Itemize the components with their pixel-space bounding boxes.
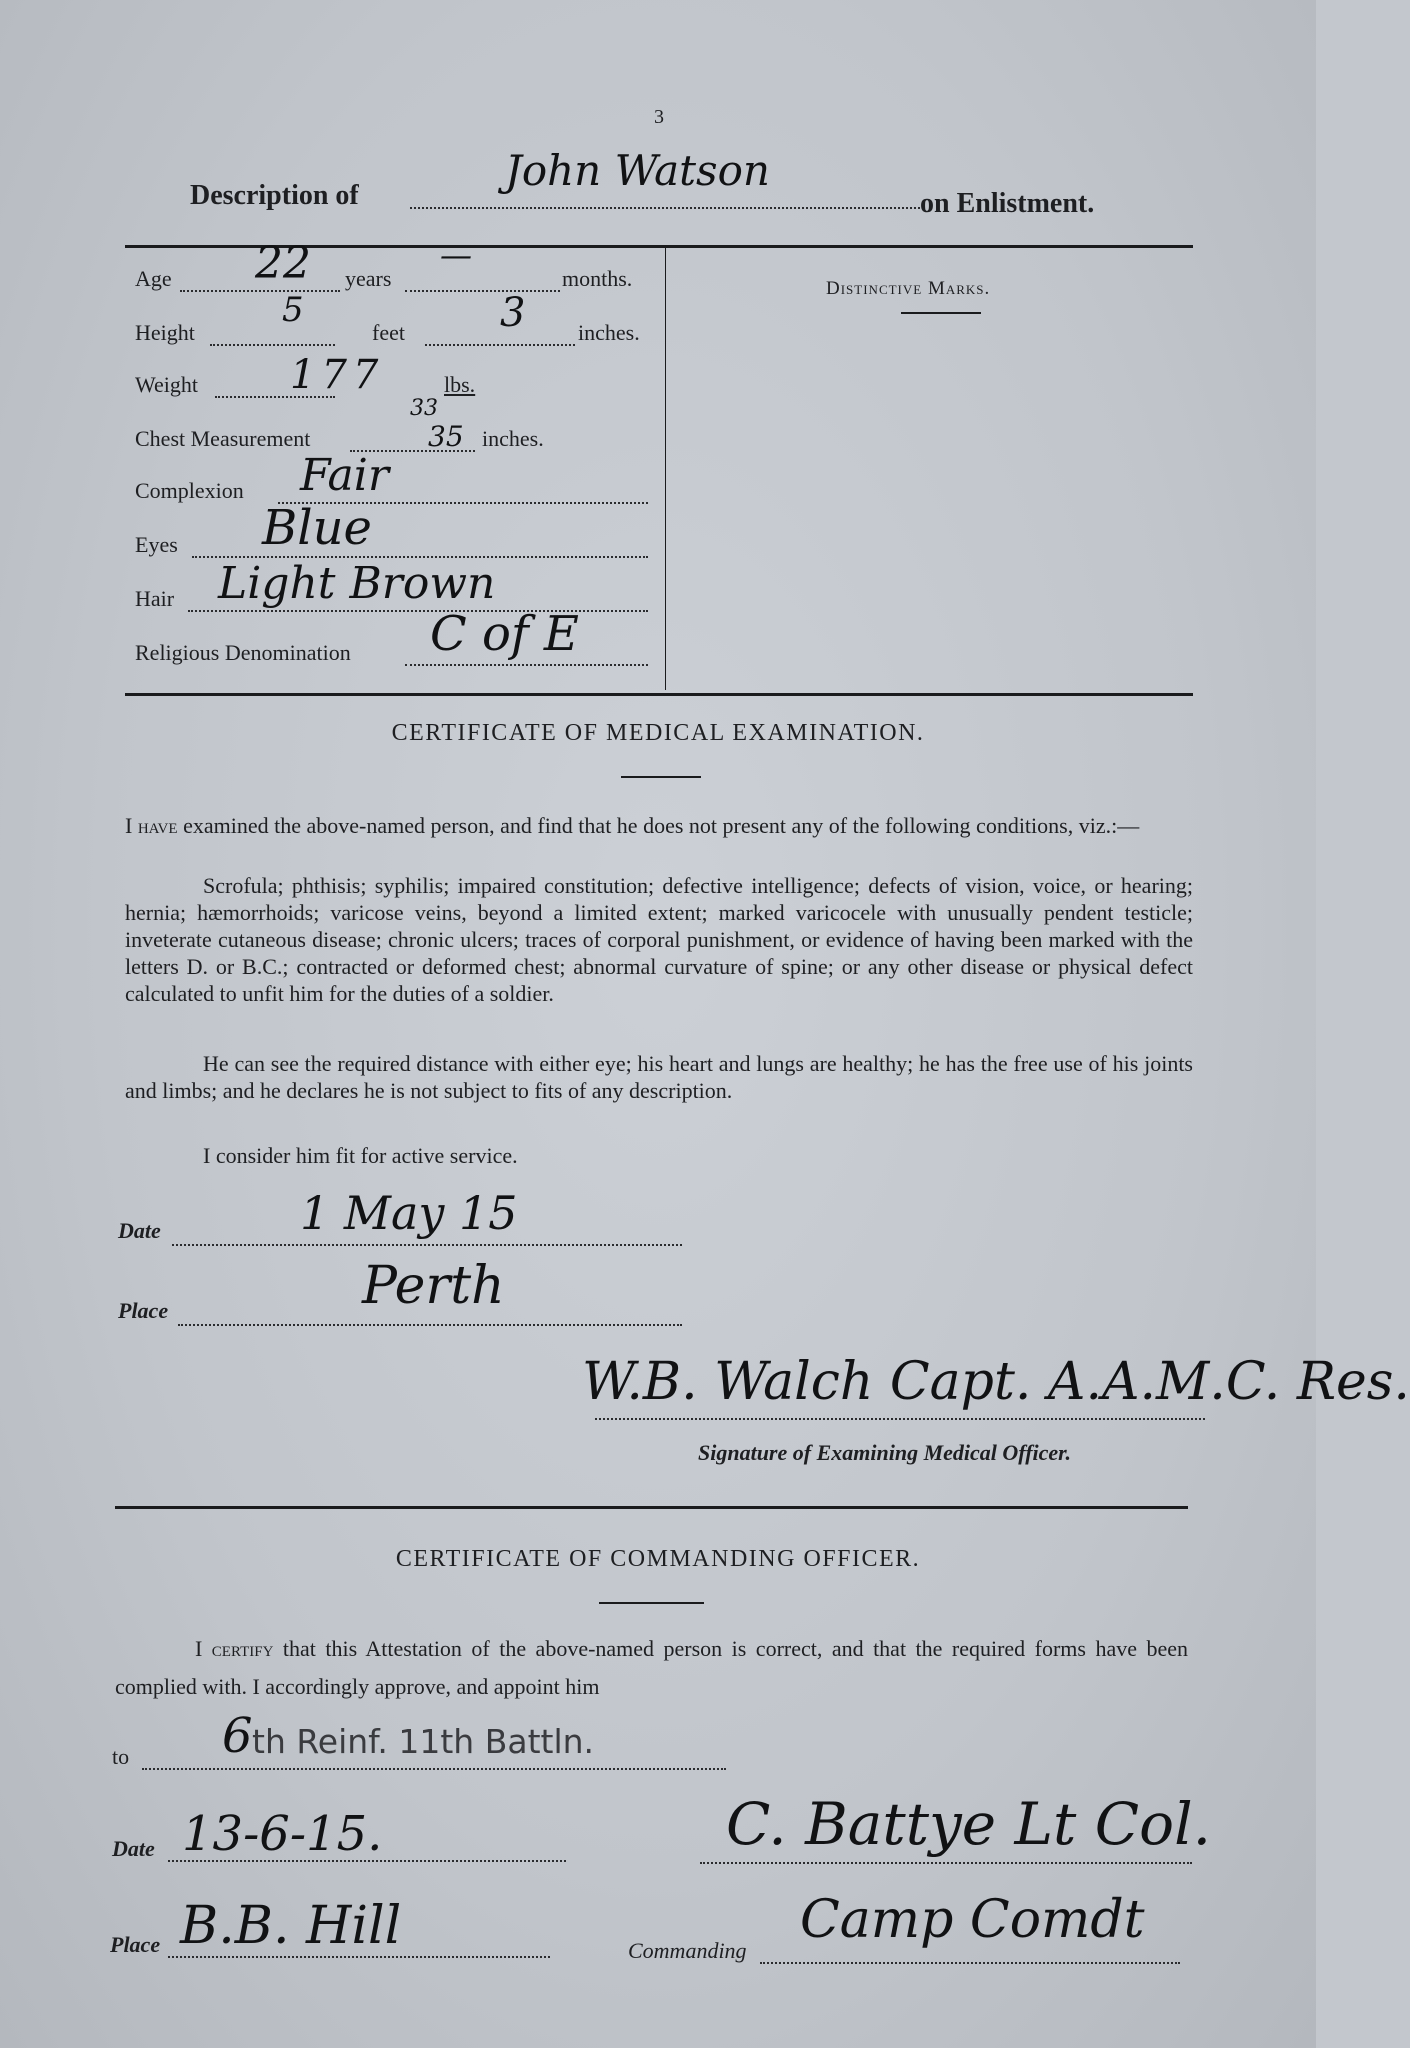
medical-para-4: I consider him fit for active service. xyxy=(203,1143,518,1168)
medical-title-underline xyxy=(621,776,701,778)
recruit-name: John Watson xyxy=(505,146,770,195)
to-value-hand: 6 xyxy=(222,1708,253,1764)
years-label: years xyxy=(345,266,392,291)
medical-para-3: He can see the required distance with either eye; his heart and lungs are healthy; he has the free use of his joints and limbs; and he declares he is not subject to fits of any description. xyxy=(125,1051,1193,1103)
commanding-label: Commanding xyxy=(628,1938,747,1963)
medical-title: CERTIFICATE OF MEDICAL EXAMINATION. xyxy=(391,720,925,746)
page-number: 3 xyxy=(654,106,664,128)
hair-value: Light Brown xyxy=(218,558,496,609)
weight-unit: lbs. xyxy=(444,372,476,397)
header-prefix: Description of xyxy=(190,180,359,211)
medical-date-dots xyxy=(172,1244,682,1246)
weight-label: Weight xyxy=(135,372,198,397)
hair-label: Hair xyxy=(135,586,175,611)
hair-dots xyxy=(188,610,648,612)
chest-value: 35 xyxy=(428,420,464,453)
commanding-place-dots xyxy=(168,1956,550,1958)
medical-para-1-lead: I have xyxy=(125,813,178,838)
age-dots xyxy=(180,290,340,292)
chest-unit: inches. xyxy=(482,426,544,451)
medical-para-1 xyxy=(125,812,1193,839)
age-value: 22 xyxy=(255,238,311,289)
medical-date-label: Date xyxy=(118,1218,161,1243)
religion-dots xyxy=(405,664,648,666)
to-dots xyxy=(142,1768,726,1770)
height-feet: 5 xyxy=(282,290,304,330)
bottom-rule xyxy=(125,693,1193,696)
commanding-para-rest: that this Attestation of the above-named person is correct, and that the required forms have been complied with. I accordingly approve, and appoint him xyxy=(115,1636,1188,1699)
medical-place-dots xyxy=(178,1324,682,1326)
column-divider xyxy=(665,248,666,690)
complexion-label: Complexion xyxy=(135,478,244,503)
months-label: months. xyxy=(562,266,633,291)
commanding-value: Camp Comdt xyxy=(800,1890,1145,1950)
commanding-place-value: B.B. Hill xyxy=(180,1896,402,1956)
medical-place-value: Perth xyxy=(362,1256,505,1316)
medical-place-label: Place xyxy=(118,1298,169,1323)
height-label: Height xyxy=(135,320,195,345)
height-inches: 3 xyxy=(500,290,526,336)
eyes-label: Eyes xyxy=(135,532,178,557)
commanding-para xyxy=(115,1630,1188,1706)
unit-stamp: th Reinf. 11th Battln. xyxy=(252,1722,595,1761)
feet-label: feet xyxy=(372,320,405,345)
commanding-signature: C. Battye Lt Col. xyxy=(726,1790,1212,1858)
weight-value: 177 xyxy=(290,352,385,398)
months-value: — xyxy=(440,236,472,274)
religion-value: C of E xyxy=(430,606,579,662)
age-label: Age xyxy=(135,266,172,291)
commanding-date-label: Date xyxy=(112,1836,155,1861)
complexion-value: Fair xyxy=(300,450,389,501)
header-name-line xyxy=(410,207,920,209)
chest-label: Chest Measurement xyxy=(135,426,311,451)
months-dots xyxy=(405,290,560,292)
distinctive-marks-underline xyxy=(901,312,981,314)
commanding-title: CERTIFICATE OF COMMANDING OFFICER. xyxy=(395,1546,921,1572)
medical-date-value: 1 May 15 xyxy=(300,1186,518,1240)
inches-label: inches. xyxy=(578,320,640,345)
medical-signature-caption: Signature of Examining Medical Officer. xyxy=(698,1440,1072,1465)
commanding-date-value: 13-6-15. xyxy=(182,1806,383,1862)
header-suffix: on Enlistment. xyxy=(920,188,1095,219)
distinctive-marks-label: Distinctive Marks. xyxy=(826,278,991,299)
medical-signature: W.B. Walch Capt. A.A.M.C. Res. xyxy=(582,1352,1410,1412)
commanding-place-label: Place xyxy=(110,1932,161,1957)
commanding-signature-dots xyxy=(700,1862,1192,1864)
eyes-value: Blue xyxy=(262,500,372,556)
religion-label: Religious Denomination xyxy=(135,640,351,665)
commanding-dots xyxy=(760,1962,1180,1964)
height-inches-dots xyxy=(425,344,575,346)
medical-para-1-rest: examined the above-named person, and find that he does not present any of the following conditions, viz.:— xyxy=(177,813,1140,838)
to-label: to xyxy=(112,1744,130,1769)
medical-signature-dots xyxy=(595,1418,1205,1420)
commanding-title-underline xyxy=(599,1602,704,1604)
section-divider xyxy=(115,1506,1188,1509)
commanding-para-lead: I certify xyxy=(195,1636,274,1661)
medical-para-2: Scrofula; phthisis; syphilis; impaired constitution; defective intelligence; defects of vision, voice, or hearing; hernia; hæmorrhoids; varicose veins, beyond a limited extent; marked varicocele with unusually pendent testicle; inveterate cutaneous disease; chronic ulcers; traces of corporal punishment, or evidence of having been marked with the letters D. or B.C.; contracted or deformed chest; abnormal curvature of spine; or any other disease or physical defect calculated to unfit him for the duties of a soldier. xyxy=(125,873,1193,1006)
chest-value-corrected: 33 xyxy=(410,396,438,421)
height-feet-dots xyxy=(210,344,335,346)
